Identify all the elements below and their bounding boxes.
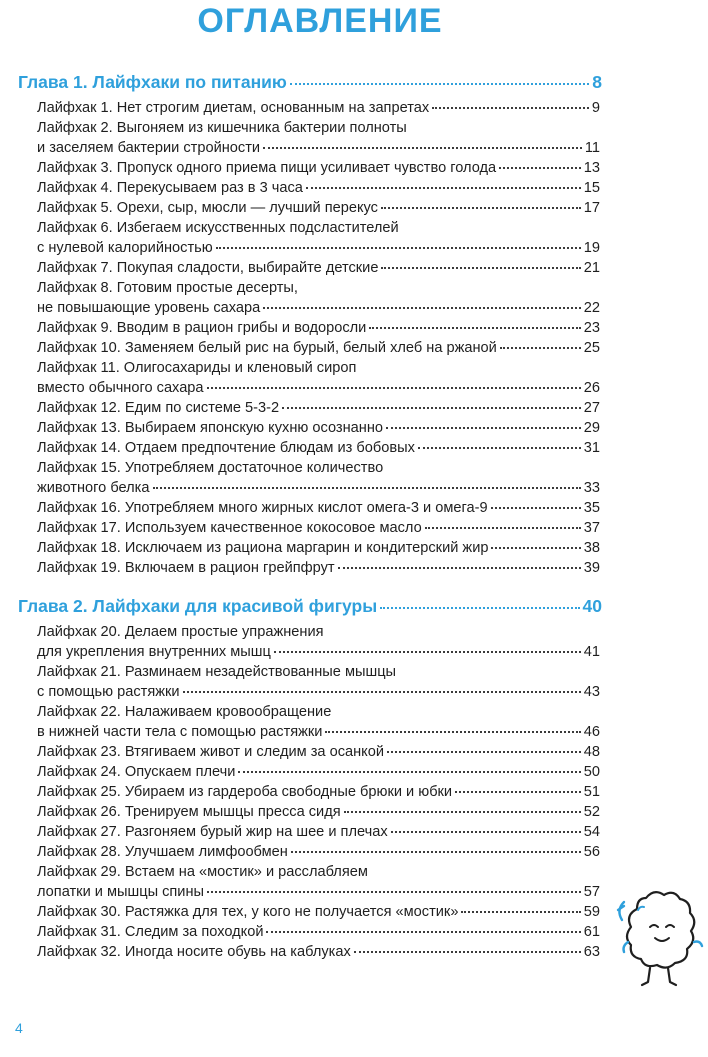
entry-page-number: 41: [583, 644, 600, 660]
leader-dots: [425, 527, 581, 529]
entry-page-number: 35: [583, 500, 600, 516]
leader-dots: [491, 507, 581, 509]
entry-title: Лайфхак 20. Делаем простые упражнения: [37, 624, 324, 640]
entry-page-number: 21: [583, 260, 600, 276]
leader-dots: [461, 911, 580, 913]
entry-page-number: 61: [583, 924, 600, 940]
entry-title: Лайфхак 15. Употребляем достаточное количество: [37, 460, 384, 476]
entry-title: Лайфхак 5. Орехи, сыр, мюсли — лучший перекус: [37, 200, 378, 216]
toc-entry[interactable]: [37, 178, 600, 198]
leader-dots: [499, 167, 581, 169]
toc-entry[interactable]: [37, 338, 600, 358]
entry-title: лопатки и мышцы спины: [37, 884, 205, 900]
toc-entry[interactable]: [37, 662, 600, 702]
toc-entry[interactable]: [37, 358, 600, 398]
entry-title: и заселяем бактерии стройности: [37, 140, 261, 156]
toc-entry[interactable]: [37, 558, 600, 578]
toc-entry[interactable]: [37, 318, 600, 338]
leader-dots: [354, 951, 581, 953]
entry-title: Лайфхак 24. Опускаем плечи: [37, 764, 236, 780]
leader-dots: [207, 387, 581, 389]
entry-page-number: 26: [583, 380, 600, 396]
entry-title: Лайфхак 30. Растяжка для тех, у кого не получается «мостик»: [37, 904, 459, 920]
entry-page-number: 59: [583, 904, 600, 920]
leader-dots: [491, 547, 580, 549]
entry-page-number: 54: [583, 824, 600, 840]
chapter-entry[interactable]: [18, 594, 602, 618]
entry-page-number: 17: [583, 200, 600, 216]
entry-title: Лайфхак 8. Готовим простые десерты,: [37, 280, 298, 296]
leader-dots: [381, 267, 580, 269]
entry-page-number: 51: [583, 784, 600, 800]
leader-dots: [274, 651, 581, 653]
mascot-illustration-icon: [608, 880, 708, 990]
entry-title: Лайфхак 31. Следим за походкой: [37, 924, 264, 940]
toc-entry[interactable]: [37, 438, 600, 458]
leader-dots: [381, 207, 581, 209]
leader-dots: [263, 307, 580, 309]
leader-dots: [418, 447, 581, 449]
leader-dots: [325, 731, 580, 733]
entry-page-number: 29: [583, 420, 600, 436]
toc-entry[interactable]: [37, 842, 600, 862]
entry-page-number: 23: [583, 320, 600, 336]
entry-page-number: 50: [583, 764, 600, 780]
entry-page-number: 46: [583, 724, 600, 740]
entry-title: Лайфхак 25. Убираем из гардероба свободные брюки и юбки: [37, 784, 453, 800]
toc-entry[interactable]: [37, 118, 600, 158]
toc-entry[interactable]: [37, 278, 600, 318]
entry-page-number: 37: [583, 520, 600, 536]
entry-title: Лайфхак 13. Выбираем японскую кухню осознанно: [37, 420, 384, 436]
entry-page-number: 27: [583, 400, 600, 416]
entry-page-number: 8: [592, 72, 602, 92]
toc-entry[interactable]: [37, 458, 600, 498]
toc-entry[interactable]: [37, 518, 600, 538]
entry-title: для укрепления внутренних мышц: [37, 644, 271, 660]
entry-title: Лайфхак 21. Разминаем незадействованные мышцы: [37, 664, 397, 680]
chapter-entry[interactable]: [18, 70, 602, 94]
leader-dots: [455, 791, 581, 793]
leader-dots: [306, 187, 581, 189]
leader-dots: [500, 347, 581, 349]
entry-title: с помощью растяжки: [37, 684, 180, 700]
leader-dots: [282, 407, 581, 409]
toc-entry[interactable]: [37, 198, 600, 218]
leader-dots: [391, 831, 581, 833]
entry-title: Лайфхак 17. Используем качественное кокосовое масло: [37, 520, 422, 536]
entry-page-number: 57: [583, 884, 600, 900]
leader-dots: [380, 607, 579, 609]
entry-page-number: 56: [583, 844, 600, 860]
toc-entry[interactable]: [37, 622, 600, 662]
entry-title: Лайфхак 12. Едим по системе 5-3-2: [37, 400, 280, 416]
entry-title: не повышающие уровень сахара: [37, 300, 261, 316]
leader-dots: [216, 247, 581, 249]
entry-title: Глава 1. Лайфхаки по питанию: [18, 72, 287, 92]
toc-entry[interactable]: [37, 218, 600, 258]
entry-page-number: 25: [583, 340, 600, 356]
entry-title: Лайфхак 14. Отдаем предпочтение блюдам из бобовых: [37, 440, 415, 456]
leader-dots: [387, 751, 581, 753]
entry-title: Лайфхак 7. Покупая сладости, выбирайте детские: [37, 260, 379, 276]
toc-entry[interactable]: [37, 942, 600, 962]
entry-title: Лайфхак 16. Употребляем много жирных кислот омега-3 и омега-9: [37, 500, 488, 516]
entry-title: с нулевой калорийностью: [37, 240, 213, 256]
entry-page-number: 11: [584, 140, 600, 156]
toc-entry[interactable]: [37, 418, 600, 438]
toc-entry[interactable]: [37, 762, 600, 782]
toc-entry[interactable]: [37, 822, 600, 842]
entry-title: Лайфхак 6. Избегаем искусственных подсластителей: [37, 220, 399, 236]
entry-title: Лайфхак 22. Налаживаем кровообращение: [37, 704, 332, 720]
toc-entry[interactable]: [37, 742, 600, 762]
entry-title: Лайфхак 3. Пропуск одного приема пищи усиливает чувство голода: [37, 160, 497, 176]
entry-title: Лайфхак 32. Иногда носите обувь на каблуках: [37, 944, 351, 960]
leader-dots: [207, 891, 581, 893]
entry-page-number: 9: [591, 100, 600, 116]
entry-title: животного белка: [37, 480, 150, 496]
toc-entry[interactable]: [37, 498, 600, 518]
leader-dots: [386, 427, 581, 429]
leader-dots: [266, 931, 580, 933]
entry-title: вместо обычного сахара: [37, 380, 204, 396]
entry-title: Лайфхак 29. Встаем на «мостик» и расслабляем: [37, 864, 368, 880]
leader-dots: [183, 691, 581, 693]
leader-dots: [338, 567, 581, 569]
toc-entry[interactable]: [37, 702, 600, 742]
leader-dots: [290, 83, 589, 85]
leader-dots: [432, 107, 589, 109]
toc-entry[interactable]: [37, 862, 600, 902]
entry-title: Лайфхак 1. Нет строгим диетам, основанным на запретах: [37, 100, 430, 116]
entry-title: Лайфхак 27. Разгоняем бурый жир на шее и плечах: [37, 824, 388, 840]
leader-dots: [344, 811, 581, 813]
entry-title: Лайфхак 11. Олигосахариды и кленовый сироп: [37, 360, 357, 376]
entry-title: Глава 2. Лайфхаки для красивой фигуры: [18, 596, 378, 616]
toc-entry[interactable]: [37, 538, 600, 558]
toc-entry[interactable]: [37, 98, 600, 118]
entry-title: Лайфхак 2. Выгоняем из кишечника бактерии полноты: [37, 120, 407, 136]
entry-page-number: 31: [583, 440, 600, 456]
entry-title: Лайфхак 28. Улучшаем лимфообмен: [37, 844, 288, 860]
leader-dots: [369, 327, 580, 329]
entry-page-number: 13: [583, 160, 600, 176]
entry-page-number: 43: [583, 684, 600, 700]
leader-dots: [153, 487, 581, 489]
entry-title: Лайфхак 9. Вводим в рацион грибы и водоросли: [37, 320, 367, 336]
toc-entry[interactable]: [37, 782, 600, 802]
entry-page-number: 52: [583, 804, 600, 820]
page-number: 4: [15, 1020, 23, 1036]
entry-title: Лайфхак 26. Тренируем мышцы пресса сидя: [37, 804, 341, 820]
leader-dots: [263, 147, 582, 149]
toc-entry[interactable]: [37, 158, 600, 178]
entry-page-number: 39: [583, 560, 600, 576]
toc-entry[interactable]: [37, 922, 600, 942]
entry-title: Лайфхак 4. Перекусываем раз в 3 часа: [37, 180, 303, 196]
page-title: ОГЛАВЛЕНИЕ: [197, 2, 443, 40]
entry-title: Лайфхак 19. Включаем в рацион грейпфрут: [37, 560, 335, 576]
toc-entry[interactable]: [37, 802, 600, 822]
entry-page-number: 38: [583, 540, 600, 556]
entry-page-number: 40: [582, 596, 602, 616]
entry-page-number: 19: [583, 240, 600, 256]
toc-entry[interactable]: [37, 398, 600, 418]
entry-page-number: 63: [583, 944, 600, 960]
entry-page-number: 22: [583, 300, 600, 316]
toc-entry[interactable]: [37, 902, 600, 922]
toc-entry[interactable]: [37, 258, 600, 278]
entry-title: в нижней части тела с помощью растяжки: [37, 724, 323, 740]
leader-dots: [291, 851, 581, 853]
entry-title: Лайфхак 10. Заменяем белый рис на бурый, белый хлеб на ржаной: [37, 340, 497, 356]
entry-page-number: 15: [583, 180, 600, 196]
entry-title: Лайфхак 23. Втягиваем живот и следим за осанкой: [37, 744, 384, 760]
entry-title: Лайфхак 18. Исключаем из рациона маргарин и кондитерский жир: [37, 540, 489, 556]
leader-dots: [238, 771, 580, 773]
entry-page-number: 33: [583, 480, 600, 496]
entry-page-number: 48: [583, 744, 600, 760]
